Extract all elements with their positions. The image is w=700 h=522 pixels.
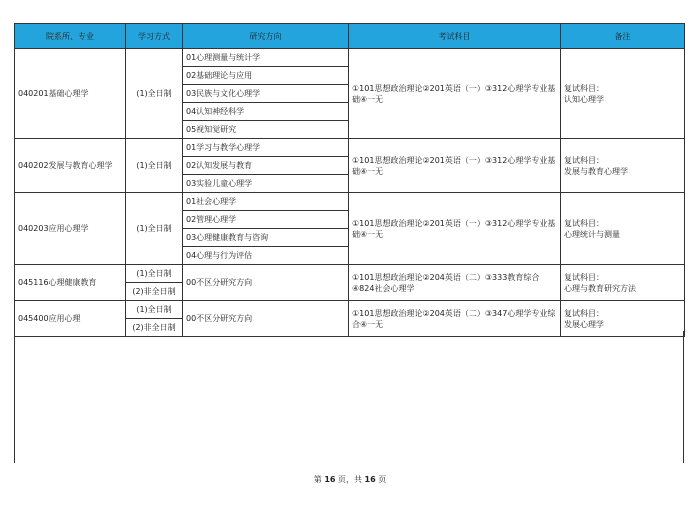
direction-cell: 01学习与教学心理学: [183, 139, 349, 157]
table-row: [15, 193, 685, 211]
header-research-direction: 研究方向: [183, 24, 349, 49]
major-cell: 040201基础心理学: [15, 49, 126, 139]
exam-subjects-cell: ①101思想政治理论②201英语（一）③312心理学专业基础④一无: [349, 139, 561, 193]
page-footer: [0, 474, 700, 485]
footer-prefix: 第: [313, 475, 322, 484]
remarks-cell: [561, 193, 685, 265]
remarks-subject: 心理统计与测量: [564, 229, 620, 239]
table-row: [15, 265, 685, 283]
table-extension-right-line: [683, 331, 684, 463]
remarks-cell: [561, 265, 685, 301]
direction-cell: 02管理心理学: [183, 211, 349, 229]
exam-subjects-cell: ①101思想政治理论②204英语（二）③333教育综合④824社会心理学: [349, 265, 561, 301]
footer-suffix: 页: [378, 475, 387, 484]
remarks-label: 复试科目：: [564, 83, 604, 93]
remarks-label: 复试科目：: [564, 308, 604, 318]
exam-subjects-cell: ①101思想政治理论②201英语（一）③312心理学专业基础④一无: [349, 49, 561, 139]
study-mode-cell: (2)非全日制: [126, 283, 183, 301]
footer-page-number: 16: [324, 475, 336, 484]
footer-middle: 页，共: [338, 475, 362, 484]
exam-subjects-cell: ①101思想政治理论②201英语（一）③312心理学专业基础④一无: [349, 193, 561, 265]
major-cell: 040203应用心理学: [15, 193, 126, 265]
direction-cell: 02认知发展与教育: [183, 157, 349, 175]
admissions-table: [14, 23, 685, 337]
table-row: [15, 301, 685, 319]
major-cell: 040202发展与教育心理学: [15, 139, 126, 193]
table-extension-left-line: [14, 331, 15, 463]
remarks-subject: 认知心理学: [564, 94, 604, 104]
header-remarks: 备注: [561, 24, 685, 49]
study-mode-cell: (1)全日制: [126, 301, 183, 319]
remarks-label: 复试科目：: [564, 272, 604, 282]
remarks-cell: [561, 49, 685, 139]
remarks-label: 复试科目：: [564, 155, 604, 165]
study-mode-cell: (1)全日制: [126, 139, 183, 193]
direction-cell: 02基础理论与应用: [183, 67, 349, 85]
remarks-cell: [561, 139, 685, 193]
major-cell: 045400应用心理: [15, 301, 126, 337]
direction-cell: 05视知觉研究: [183, 121, 349, 139]
direction-cell: 04认知神经科学: [183, 103, 349, 121]
remarks-subject: 发展与教育心理学: [564, 166, 628, 176]
study-mode-cell: (1)全日制: [126, 49, 183, 139]
table-row: [15, 49, 685, 67]
direction-cell: 00不区分研究方向: [183, 265, 349, 301]
study-mode-cell: (2)非全日制: [126, 319, 183, 337]
direction-cell: 03民族与文化心理学: [183, 85, 349, 103]
exam-subjects-cell: ①101思想政治理论②204英语（二）③347心理学专业综合④一无: [349, 301, 561, 337]
direction-cell: 03实验儿童心理学: [183, 175, 349, 193]
header-study-mode: 学习方式: [126, 24, 183, 49]
remarks-subject: 发展心理学: [564, 319, 604, 329]
header-row: [15, 24, 685, 49]
direction-cell: 00不区分研究方向: [183, 301, 349, 337]
header-major: 院系所、专业: [15, 24, 126, 49]
direction-cell: 01社会心理学: [183, 193, 349, 211]
direction-cell: 01心理测量与统计学: [183, 49, 349, 67]
remarks-cell: [561, 301, 685, 337]
direction-cell: 04心理与行为评估: [183, 247, 349, 265]
remarks-subject: 心理与教育研究方法: [564, 283, 636, 293]
study-mode-cell: (1)全日制: [126, 265, 183, 283]
direction-cell: 03心理健康教育与咨询: [183, 229, 349, 247]
major-cell: 045116心理健康教育: [15, 265, 126, 301]
header-exam-subjects: 考试科目: [349, 24, 561, 49]
remarks-label: 复试科目：: [564, 218, 604, 228]
footer-total-pages: 16: [364, 475, 376, 484]
table-row: [15, 139, 685, 157]
study-mode-cell: (1)全日制: [126, 193, 183, 265]
